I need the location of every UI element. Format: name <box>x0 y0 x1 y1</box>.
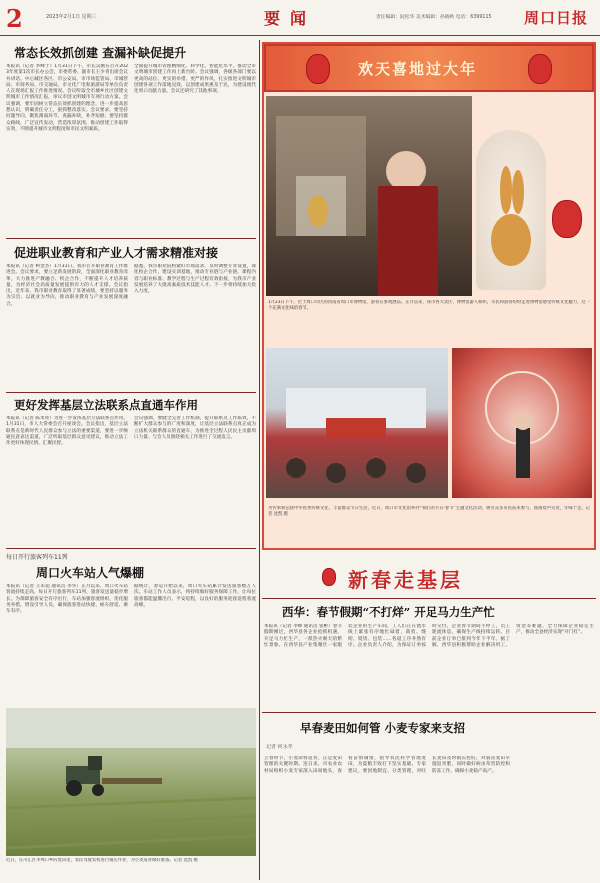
rabbit-artifact-photo <box>476 130 546 290</box>
lantern-icon <box>322 568 336 586</box>
article1-title: 常态长效抓创建 查漏补缺促提升 <box>14 46 187 60</box>
article2-body-b: 据悉，我市职业院校紧盯市场需求，及时调整专业设置，深化校企合作，建设实训基地，推动专业链与产业链、课程内容与职业标准、教学过程与生产过程有效衔接，为我市产业发展培养了大批高素质技术技能人才。下一步将持续加大投入力度。 <box>134 264 256 295</box>
museum-photo <box>266 96 472 296</box>
divider <box>262 598 596 599</box>
xinchun-banner <box>262 564 598 596</box>
page-number: 2 <box>6 4 23 33</box>
article3-body-b: 会议强调，要健全完善工作机制，提升联系点工作质效，不断扩大群众参与的广度和深度，让基层立法联系点真正成为立法机关联系群众的直通车，为推进全过程人民民主贡献周口力量。与会人员围绕相关工作进行了交流发言。 <box>134 416 256 440</box>
article3-title: 更好发挥基层立法联系点直通车作用 <box>14 398 198 412</box>
article1-body-b: 全面提升城市管理精细化、科学化、智能化水平，推动全市文明城市创建工作再上新台阶。会议强调，各级各部门要以更高的站位、更实的举措、更严的作风，扎实推进文明城市创建各项工作落地见效，以创建成果惠及于民，为建设现代化周口贡献力量。会议还研究了其他事项。 <box>134 64 256 95</box>
performer-photo <box>452 348 592 498</box>
performer-illustration <box>452 348 592 498</box>
column-body-a: 本报讯（记者 王永超 通讯员 李华）正月以来，周口火车站客流持续走高，每日开行旅客列车11列，旅客发送量稳步增长。为保障旅客安全有序出行，车站加强客流组织，优化服务举措，增设引导人员，确保旅客进站快捷、候车舒适、乘车有序。 <box>6 584 128 615</box>
article2-title: 促进职业教育和产业人才需求精准对接 <box>14 246 219 260</box>
event-photo <box>266 348 448 498</box>
page-header <box>0 0 600 36</box>
newspaper-logo: 周口日报 <box>524 9 589 27</box>
divider <box>6 392 256 393</box>
article4-title: 西华：春节假期“不打烊” 开足马力生产忙 <box>282 605 495 619</box>
festive-banner <box>264 44 594 92</box>
lantern-icon <box>306 54 330 84</box>
column-tag: 每日开行旅客列车11列 <box>6 554 68 561</box>
column-body-b: 据统计，春运开始以来，周口火车站累计发送旅客数万人次。车站工作人员表示，将持续做好服务保障工作，让每位旅客都能温馨出行、平安返程，以良好的服务迎接返程客流高峰。 <box>134 584 256 608</box>
page-date: 2023年2月1日 星期三 <box>46 14 97 20</box>
section-title: 要闻 <box>264 9 317 28</box>
divider <box>6 238 256 239</box>
tractor-illustration <box>6 708 256 856</box>
article5-byline: 记者 何永孝 <box>266 744 293 750</box>
farm-photo <box>6 708 256 856</box>
photo2-caption: 为传承和弘扬中华优秀传统文化，丰富群众节日生活，近日，周口市文化馆举办“我们的节日·春节”主题文化活动，吸引众多市民前来参与，现场欢声笑语，年味十足。记者 沈凯 摄 <box>268 506 590 517</box>
bottom-photo-caption: 近日，在川汇区李埠口乡的麦田里，农民驾驶农机进行镇压作业，为小麦返青做好准备。记者 沈凯 摄 <box>6 858 198 863</box>
event-illustration <box>266 348 448 498</box>
rabbit-icon <box>476 130 546 290</box>
article4-body: 本报讯（记者 李峰 通讯员 张彬）春节假期刚过，西华县各企业抢抓机遇，开足马力忙生产，一派热火朝天的繁忙景象。在西华县产业集聚区一家服装企业的生产车间，工人们正在流水线上紧张有序地忙碌着，裁剪、缝纫、熨烫、包装……各道工序井然有序。企业负责人介绍，为保证订单按时交付，企业春节期间不停工，员工轮流休息，确保生产线持续运转。目前企业订单已排到今年下半年。据了解，西华县积极帮助企业解决用工、资金等难题，全力保障企业稳定生产，推动全县经济实现“开门红”。 <box>264 624 594 648</box>
xinchun-title: 新春走基层 <box>348 568 463 592</box>
article1-body-a: 本报讯（记者 李峰于）1月31日下午，市长吴刚在召开2023年度第1次市长办公会，市委常委、副市长王少青出席会议并讲话。中心城区各区、市公安局、市市场监管局、市城管局、市商务局、市交通局、市文化广电和旅游局等单位负责人在现场汇报工作推进情况。会议听取全市城乡社区创建文明城市工作情况汇报，审议市创文明城市专项行动方案。会议强调，要牢固树立常态长效抓创建的理念，进一步提高思想认识，明确责任分工，狠抓整改落实。会议要求，要坚持问题导向，聚焦薄弱环节，查漏补缺，补齐短板；要坚持群众路线，广泛宣传发动，营造浓厚氛围，推动创建工作取得实效，不断提升城市文明程度和市民文明素质。 <box>6 64 128 132</box>
article5-title: 早春麦田如何管 小麦专家来支招 <box>300 721 466 735</box>
divider <box>6 548 256 549</box>
article5-body: 立春时节，小麦即将返青，正是麦田管理的关键时期。连日来，市农业农村局组织小麦专家深入田间地头，查看苗情墒情，指导农民科学管理麦田，为夏粮丰收打下坚实基础。专家建议，要因地制宜、分类管理，对旺长麦田及时镇压控旺，对弱苗麦田早施返青肥，同时做好病虫草害防控和防冻工作，确保小麦稳产高产。 <box>264 756 510 774</box>
article2-body-a: 本报讯（记者 柯金杰）1月31日，我市召开职业教育工作推进会。会议要求，要立足新发展阶段，全面深化职业教育改革，大力推进产教融合、校企合作，不断提升人才培养质量，为经济社会高质量发展提供有力的人才支撑。会议指出，近年来，我市职业教育取得了显著成绩，要坚持以服务为宗旨、以就业为导向，推动职业教育与产业发展深度融合。 <box>6 264 128 307</box>
lantern-icon <box>552 200 582 238</box>
banner-text: 欢天喜地过大年 <box>358 60 478 78</box>
lantern-icon <box>528 54 552 84</box>
museum-illustration <box>266 96 472 296</box>
column-title: 周口火车站人气爆棚 <box>36 566 145 580</box>
photo1-caption: 1月23日下午，位于周口市区的河南省周口市博物馆，游客在参观展品。正月以来，我市各大景区、博物馆游人如织，市民和游客纷纷走进博物馆感受传统文化魅力，过一个充满文化味的春节。 <box>268 300 590 311</box>
divider <box>262 712 596 713</box>
article3-body-a: 本报讯（记者 陈米亮）为进一步发挥基层立法联系点作用，1月31日，市人大常委会召开座谈会。会议指出，基层立法联系点是新时代人民群众参与立法的重要渠道，要进一步畅通民意表达渠道，广泛听取基层群众意见建议，推动立法工作更好体现民情、汇聚民智。 <box>6 416 128 447</box>
editor-info: 责任编辑：阮松华 美术编辑：孙晓秋 电话：6399115 <box>376 15 492 20</box>
column-divider <box>259 40 260 880</box>
